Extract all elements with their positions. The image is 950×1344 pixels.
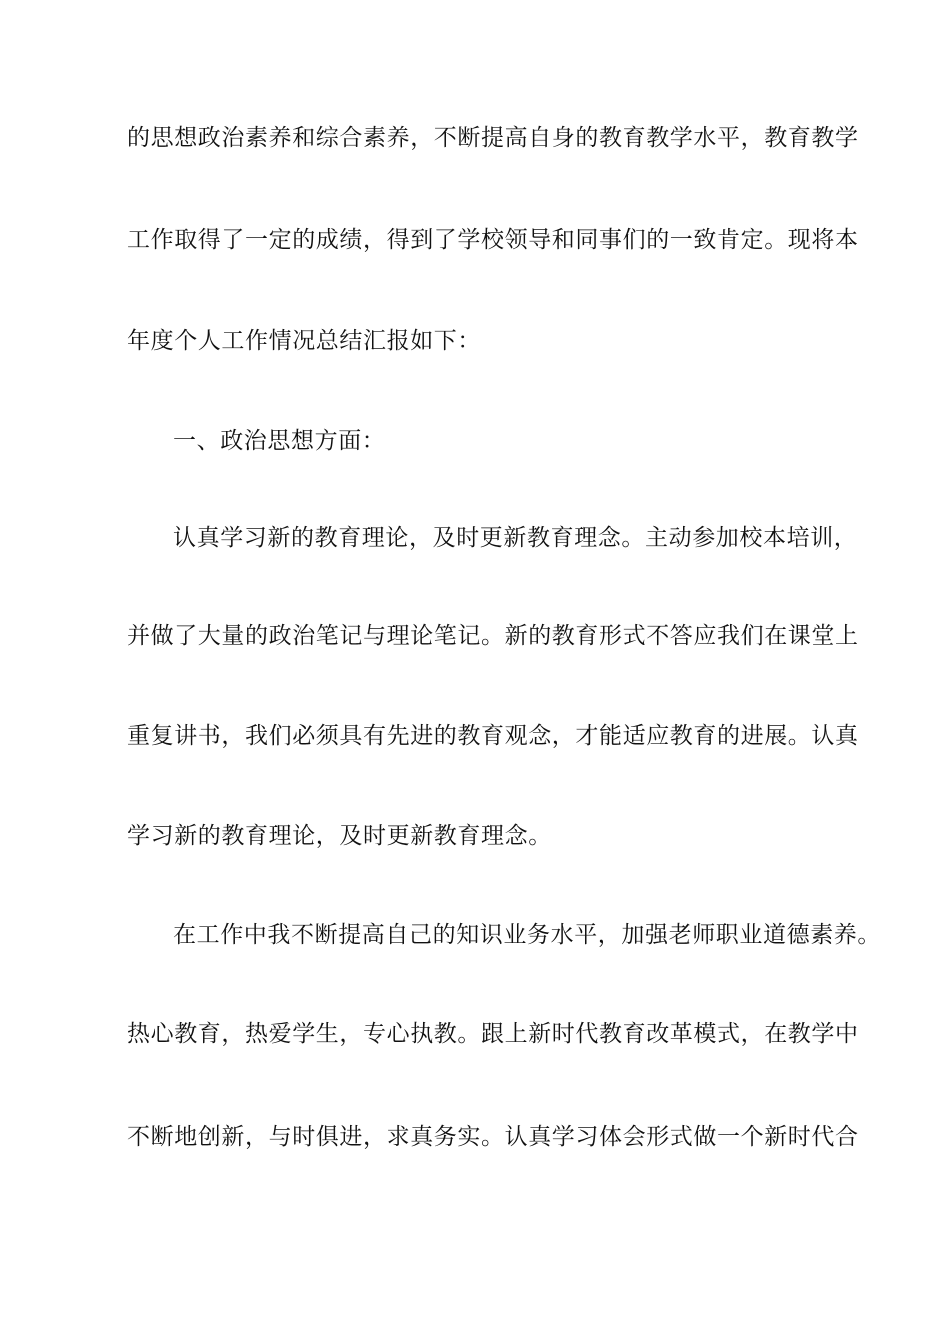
text-line: 热心教育，热爱学生，专心执教。跟上新时代教育改革模式，在教学中 xyxy=(127,1021,859,1047)
text-line: 年度个人工作情况总结汇报如下： xyxy=(127,328,481,354)
text-line: 不断地创新，与时俱进，求真务实。认真学习体会形式做一个新时代合 xyxy=(127,1124,859,1150)
text-line: 工作取得了一定的成绩，得到了学校领导和同事们的一致肯定。现将本 xyxy=(127,227,859,253)
text-line: 学习新的教育理论，及时更新教育理念。 xyxy=(127,823,552,849)
text-line: 并做了大量的政治笔记与理论笔记。新的教育形式不答应我们在课堂上 xyxy=(127,623,859,649)
text-line: 重复讲书，我们必须具有先进的教育观念，才能适应教育的进展。认真 xyxy=(127,723,859,749)
text-line: 认真学习新的教育理论，及时更新教育理念。主动参加校本培训， xyxy=(173,525,858,551)
text-line: 的思想政治素养和综合素养，不断提高自身的教育教学水平，教育教学 xyxy=(127,125,859,151)
text-line: 在工作中我不断提高自己的知识业务水平，加强老师职业道德素养。 xyxy=(173,922,881,948)
section-heading: 一、政治思想方面： xyxy=(173,428,386,454)
